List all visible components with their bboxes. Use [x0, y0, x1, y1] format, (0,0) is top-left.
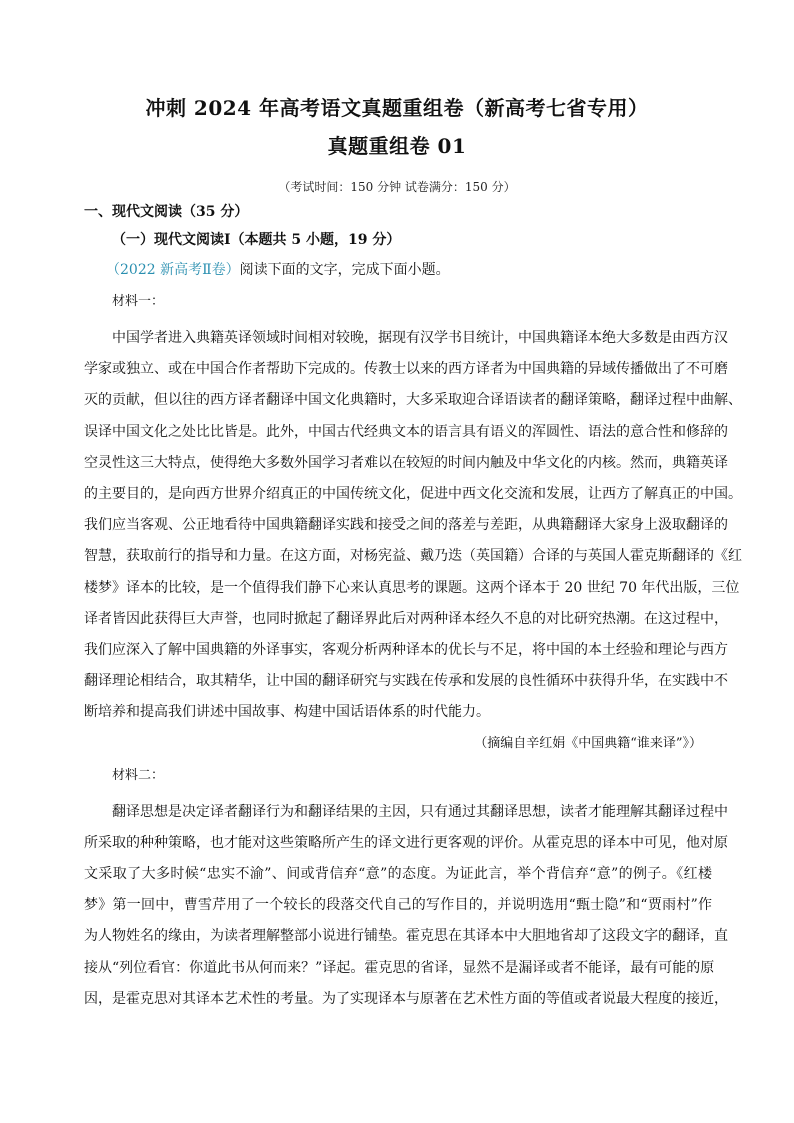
question-source: （2022 新高考Ⅱ卷）: [106, 262, 240, 278]
text-line: 我们应深入了解中国典籍的外译事实，客观分析两种译本的优长与不足，将中国的本土经验和理论与西方: [84, 642, 728, 659]
text-line: 为人物姓名的缘由，为读者理解整部小说进行铺垫。霍克思在其译本中大胆地省却了这段文字的翻译，直: [84, 928, 728, 945]
text-line: 中国学者进入典籍英译领域时间相对较晚，据现有汉学书目统计，中国典籍译本绝大多数是由西方汉: [112, 330, 728, 346]
text-line: 灭的贡献，但以往的西方译者翻译中国文化典籍时，大多采取迎合译语读者的翻译策略，翻译过程中曲解、: [84, 392, 742, 409]
subsection-heading: （一）现代文阅读Ⅰ（本题共 5 小题，19 分）: [112, 232, 401, 248]
text-line: 翻译思想是决定译者翻译行为和翻译结果的主因，只有通过其翻译思想，读者才能理解其翻译过程中: [112, 803, 728, 820]
material-one-citation: （摘编自辛红娟《中国典籍“谁来译”》）: [474, 735, 702, 751]
exam-title: 冲刺 2024 年高考语文真题重组卷（新高考七省专用）: [145, 96, 649, 120]
text-line: 接从“列位看官：你道此书从何而来？”译起。霍克思的省译，显然不是漏译或者不能译，最有可能的原: [84, 959, 715, 976]
material-two-text: [84, 797, 728, 1015]
material-two-label: 材料二：: [112, 767, 165, 783]
section-heading: 一、现代文阅读（35 分）: [84, 204, 249, 220]
text-line: 因，是霍克思对其译本艺术性的考量。为了实现译本与原著在艺术性方面的等值或者说最大程度的接近，: [84, 990, 728, 1007]
text-line: 智慧，获取前行的指导和力量。在这方面，对杨宪益、戴乃迭（英国籍）合译的与英国人霍克斯翻译的《红: [84, 548, 742, 565]
text-line: 我们应当客观、公正地看待中国典籍翻译实践和接受之间的落差与差距，从典籍翻译大家身上汲取翻译的: [84, 517, 728, 534]
text-line: 梦》第一回中，曹雪芹用了一个较长的段落交代自己的写作目的，并说明选用“甄士隐”和“贾雨村”作: [84, 897, 712, 914]
text-line: 断培养和提高我们讲述中国故事、构建中国话语体系的时代能力。: [84, 704, 490, 721]
text-line: 所采取的种种策略，也才能对这些策略所产生的译文进行更客观的评价。从霍克思的译本中可见，他对原: [84, 834, 728, 851]
text-line: 空灵性这三大特点，使得绝大多数外国学习者难以在较短的时间内触及中华文化的内核。然而，典籍英译: [84, 454, 728, 471]
text-line: 文采取了大多时候“忠实不渝”、间或背信弃“意”的态度。为证此言，举个背信弃“意”的例子。《红楼: [84, 866, 712, 883]
text-line: 翻译理论相结合，取其精华，让中国的翻译研究与实践在传承和发展的良性循环中获得升华，在实践中不: [84, 673, 728, 690]
text-line: 楼梦》译本的比较，是一个值得我们静下心来认真思考的课题。这两个译本于 20 世纪 70 年代出版，三位: [84, 579, 740, 596]
exam-subtitle: 真题重组卷 01: [327, 134, 467, 158]
exam-info: （考试时间：150 分钟 试卷满分：150 分）: [278, 180, 516, 194]
text-line: 学家或独立、或在中国合作者帮助下完成的。传教士以来的西方译者为中国典籍的异域传播做出了不可磨: [84, 361, 728, 378]
reading-prompt: [84, 259, 710, 281]
text-line: 误译中国文化之处比比皆是。此外，中国古代经典文本的语言具有语义的浑圆性、语法的意合性和修辞的: [84, 423, 728, 440]
text-line: 的主要目的，是向西方世界介绍真正的中国传统文化，促进中西文化交流和发展，让西方了解真正的中国。: [84, 486, 742, 503]
reading-instruction: 阅读下面的文字，完成下面小题。: [239, 262, 450, 278]
material-one-text: [84, 323, 742, 729]
material-one-label: 材料一：: [112, 294, 165, 309]
text-line: 译者皆因此获得巨大声誉，也同时掀起了翻译界此后对两种译本经久不息的对比研究热潮。在这过程中，: [84, 610, 728, 627]
